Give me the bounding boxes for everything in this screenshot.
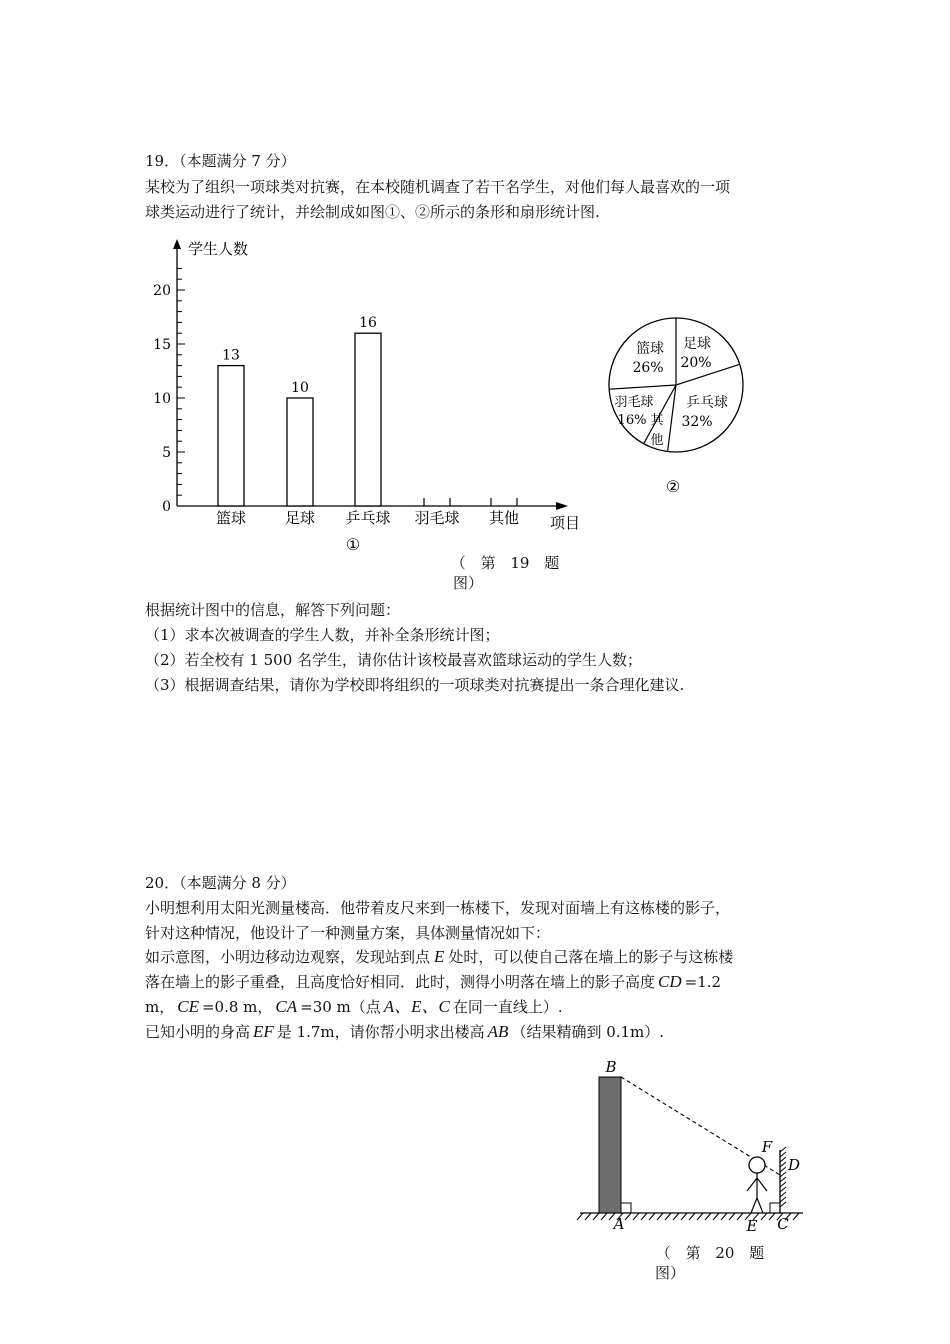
q20-caption-line1: （ 第 20 题 [655,1244,765,1262]
q19-sub3: （3）根据调查结果，请你为学校即将组织的一项球类对抗赛提出一条合理化建议. [145,676,685,694]
y-tick-label: 5 [162,445,171,461]
pie-value-badminton: 16% [617,413,647,428]
ground-hatch-mark [721,1213,727,1220]
category-label: 乒乓球 [345,509,391,527]
ground-hatch-mark [649,1213,655,1220]
wall-hatch-mark [780,1187,786,1192]
pie-value-pingpong: 32% [681,414,713,430]
q19-intro-line1: 某校为了组织一项球类对抗赛，在本校随机调查了若干名学生，对他们每人最喜欢的一项 [145,178,731,196]
wall-hatch-mark [780,1197,786,1202]
bar-data-label: 10 [291,380,309,396]
bar-data-label: 16 [359,315,377,332]
bar-chart [140,232,600,552]
y-tick-label: 20 [153,283,171,299]
point-f: F [761,1138,773,1156]
ground-hatch-mark [737,1213,743,1220]
ground-hatch-mark [689,1213,695,1220]
ground-hatch-mark [601,1213,607,1220]
category-label: 篮球 [215,509,247,527]
bar [218,366,244,506]
ground-hatch-mark [681,1213,687,1220]
person-leg-left [751,1198,757,1213]
pie-label-football: 足球 [683,336,711,352]
person-arm-left [747,1178,757,1191]
q20-p4: 落在墙上的影子重叠，且高度恰好相同．此时，测得小明落在墙上的影子高度 CD =1.2 [145,972,722,991]
pie-label-basketball: 篮球 [636,341,664,357]
ground-hatch-mark [697,1213,703,1220]
wall-hatch-mark [780,1152,786,1157]
wall-hatch-mark [780,1202,786,1207]
building [599,1077,621,1213]
wall-hatch-mark [780,1182,786,1187]
q19-sub2: （2）若全校有 1 500 名学生，请你估计该校最喜欢篮球运动的学生人数； [145,651,643,669]
person-head [749,1157,765,1173]
wall-hatch-mark [780,1192,786,1197]
y-tick-label: 15 [153,337,171,353]
ground-hatch-mark [633,1213,639,1220]
category-label: 足球 [284,509,316,527]
q19-ask: 根据统计图中的信息，解答下列问题： [145,601,401,619]
ground-hatch-mark [769,1213,775,1220]
figure-label-2: ② [665,477,681,496]
q20-caption [650,1243,770,1283]
q20-p5: m， CE =0.8 m， CA =30 m（点 A、E、C 在同一直线上）. [145,997,563,1016]
q20-p2: 针对这种情况，他设计了一种测量方案，具体测量情况如下： [145,924,551,942]
y-axis-label: 学生人数 [188,240,249,258]
person-leg-right [757,1198,763,1213]
wall-hatch-mark [780,1147,786,1152]
figure-label-1: ① [345,535,361,554]
pie-value-basketball: 26% [632,360,664,376]
pie-chart [600,315,750,505]
pie-label-pingpong: 乒乓球 [686,395,728,411]
bar [355,333,381,506]
q20-p1: 小明想利用太阳光测量楼高．他带着皮尺来到一栋楼下，发现对面墙上有这栋楼的影子， [145,899,731,917]
ground-hatch-mark [713,1213,719,1220]
ground-hatch-mark [705,1213,711,1220]
person-arm-right [757,1178,767,1191]
ground-hatch-mark [793,1213,799,1220]
pie-value-football: 20% [680,355,712,371]
wall-hatch-mark [780,1172,786,1177]
q20-header: 20．（本题满分 8 分） [145,874,296,892]
y-axis-arrow [173,239,181,249]
pie-label-badminton: 羽毛球 [614,395,654,410]
q20-p6: 已知小明的身高 EF 是 1.7m，请你帮小明求出楼高 AB （结果精确到 0.1m）. [145,1022,665,1041]
wall-hatch-mark [780,1167,786,1172]
y-tick-label: 10 [153,391,171,407]
q20-p3: 如示意图，小明边移动边观察，发现站到点 E 处时，可以使自己落在墙上的影子与这栋楼 [145,947,734,966]
point-c: C [777,1215,789,1233]
right-angle-c [770,1203,780,1213]
category-label: 羽毛球 [414,509,460,527]
ground-hatch-mark [593,1213,599,1220]
x-axis-label: 项目 [550,514,581,532]
bar [287,398,313,506]
point-a: A [613,1215,625,1233]
q20-diagram [575,1058,815,1243]
bar-data-label: 13 [222,347,240,364]
q19-caption-line1: （ 第 19 题 [450,554,560,572]
point-d: D [787,1156,801,1174]
ground-hatch-mark [729,1213,735,1220]
ground-hatch-mark [673,1213,679,1220]
ground-hatch-mark [665,1213,671,1220]
ground-hatch-mark [641,1213,647,1220]
ground-hatch-mark [657,1213,663,1220]
q19-sub1: （1）求本次被调查的学生人数，并补全条形统计图； [145,626,500,644]
ground-hatch-mark [585,1213,591,1220]
y-tick-label: 0 [162,499,171,515]
pie-label-other-1: 其 [650,413,664,428]
q19-intro-line2: 球类运动进行了统计，并绘制成如图①、②所示的条形和扇形统计图. [145,203,600,221]
q20-caption-line2: 图） [655,1264,686,1282]
wall-hatch-mark [780,1162,786,1167]
pie-label-other-2: 他 [650,433,664,448]
q19-caption [445,553,565,593]
ground-hatch-mark [761,1213,767,1220]
point-b: B [605,1058,617,1076]
wall-hatch-mark [780,1177,786,1182]
q19-header: 19．（本题满分 7 分） [145,152,296,170]
ground-hatch-mark [577,1213,583,1220]
x-axis-arrow [556,502,568,510]
right-angle-a [621,1203,631,1213]
q19-caption-line2: 图） [453,574,484,592]
wall-hatch-mark [780,1157,786,1162]
point-e: E [746,1217,758,1235]
category-label: 其他 [488,509,520,527]
ground-hatch-mark [625,1213,631,1220]
